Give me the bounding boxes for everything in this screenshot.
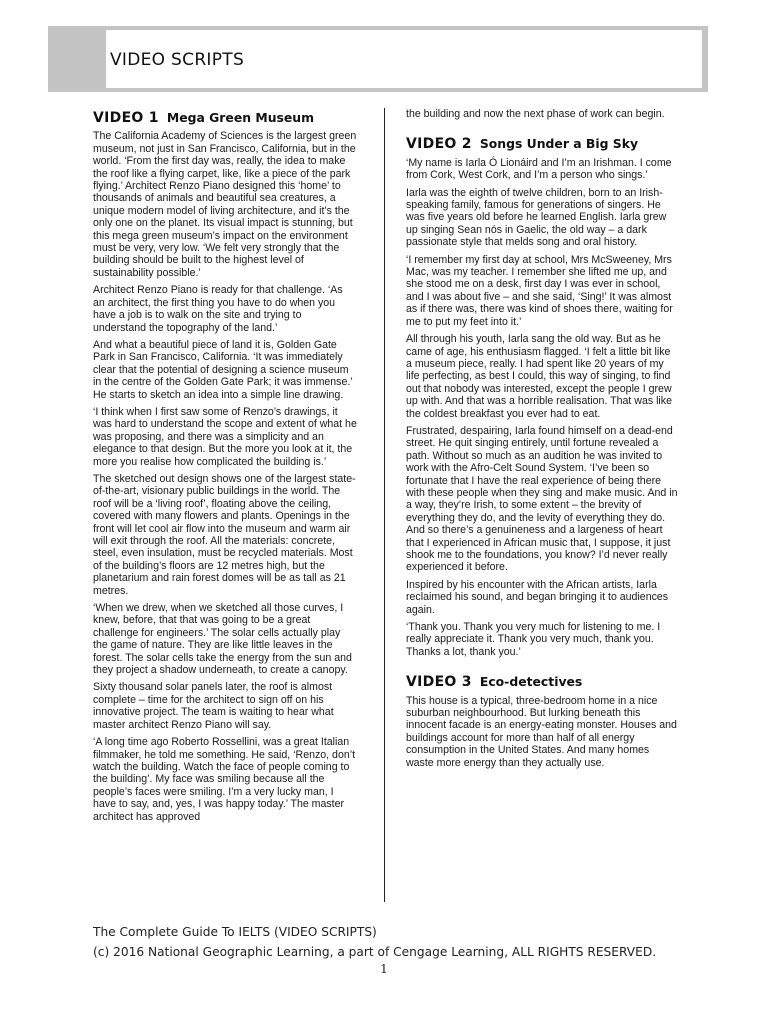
video1-paragraph: ‘When we drew, when we sketched all those curves, I knew, before, that that was going to be a great challenge for engineers.’ The solar cells actually play the game of nature. They are like little leaves in the forest. The solar cells take the energy from the sun and they project a shadow underneath, to create a canopy. (93, 602, 352, 677)
video2-paragraph: ‘I remember my first day at school, Mrs McSweeney, Mrs Mac, was my teacher. I remember she lifted me up, and she stood me on a desk, first day I was ever in school, and I was about five – and she said, ‘Sing!’ It was almost as if there was, there was kind of shoes there, waiting for me to put my feet into it.’ (406, 253, 673, 328)
video2-paragraph: ‘My name is Iarla Ó Lionáird and I’m an Irishman. I come from Cork, West Cork, and I’m a person who sings.’ (406, 156, 672, 182)
video1-paragraph: Sixty thousand solar panels later, the roof is almost complete – time for the architect to sign off on his innovative project. The team is waiting to hear what master architect Renzo Piano will say. (93, 681, 334, 731)
video2-label: VIDEO 2 (406, 136, 472, 153)
video1-paragraph: ‘A long time ago Roberto Rossellini, was a great Italian filmmaker, he told me something. He said, ‘Renzo, don’t watch the building. Watch the face of people coming to the building’. My face was smiling because all the people’s faces were smiling. I’m a very lucky man, I have to say, and, yes, I was happy today.’ The master architect has approved (93, 736, 356, 823)
footer-copyright: (c) 2016 National Geographic Learning, a part of Cengage Learning, ALL RIGHTS RESERVED. (93, 945, 657, 959)
video2-paragraph: All through his youth, Iarla sang the old way. But as he came of age, his enthusiasm flagged. ‘I felt a little bit like a museum piece, really. I had spent like 20 years of my life perfecting, as best I could, this way of singing, to find out that nobody was interested, except the people I grew up with. And that was a horrible realisation. That was like the coldest breakfast you ever had to eat. (406, 333, 672, 420)
video2-heading (406, 136, 678, 153)
video3-title: Eco-detectives (479, 674, 583, 690)
video1-paragraph: Architect Renzo Piano is ready for that challenge. ‘As an architect, the first thing you have to do when you have a job is to walk on the site and trying to understand the topography of the land.’ (93, 284, 343, 334)
video2-paragraph: ‘Thank you. Thank you very much for listening to me. I really appreciate it. Thank you very much, thank you. Thanks a lot, thank you.’ (406, 621, 661, 658)
video1-label: VIDEO 1 (93, 110, 159, 126)
video2-paragraph: Inspired by his encounter with the African artists, Iarla reclaimed his sound, and began bringing it to audiences again. (406, 578, 669, 616)
page-number: 1 (380, 962, 388, 976)
footer (93, 922, 656, 962)
video1-paragraph: And what a beautiful piece of land it is, Golden Gate Park in San Francisco, California. ‘It was immediately clear that the potential of designing a science museum in the centre of the Golden Gate Park; it was immense.’ He starts to sketch an idea into a simple line drawing. (93, 338, 353, 401)
video1-paragraph: ‘I think when I first saw some of Renzo’s drawings, it was hard to understand the scope and extent of what he was proposing, and there was a simplicity and an elegance to that design. But the more you look at it, the more you realise how complicated the building is.’ (93, 405, 357, 468)
video1-paragraph: The California Academy of Sciences is the largest green museum, not just in San Francisco, California, but in the world. ‘From the first day was, really, the idea to make the roof like a flying carpet, like, like a piece of the park flying.’ Architect Renzo Piano designed this ‘home’ to thousands of animals and beautiful sea creatures, a unique modern model of living architecture, and it’s the only one on the planet. Its visual impact is stunning, but this mega green museum’s impact on the environment must be very, very low. ‘We felt very strongly that the building should be built to the highest level of sustainability possible.’ (93, 130, 357, 279)
left-column (93, 108, 357, 828)
page-title: VIDEO SCRIPTS (110, 50, 245, 70)
footer-guide-title: The Complete Guide To IELTS (VIDEO SCRIPTS) (93, 925, 377, 939)
column-divider (384, 108, 385, 902)
video1-paragraph: The sketched out design shows one of the largest state-of-the-art, visionary public buildings in the world. The roof will be a ‘living roof’, floating above the ceiling, covered with many flowers and plants. Openings in the front will let cool air flow into the museum and warm air will exit through the roof. All the materials: concrete, steel, even insulation, must be recycled materials. Most of the building’s floors are 12 metres high, but the planetarium and rain forest domes will be as tall as 21 metres. (93, 472, 356, 597)
video2-paragraph: Iarla was the eighth of twelve children, born to an Irish-speaking family, famous for generations of singers. He was five years old before he learned English. Iarla grew up singing Sean nós in Gaelic, the old way – a dark passionate style that melds song and oral history. (406, 186, 667, 249)
video2-title: Songs Under a Big Sky (479, 136, 639, 152)
video1-title: Mega Green Museum (166, 110, 315, 125)
video1-continuation: the building and now the next phase of work can begin. (406, 108, 665, 120)
video3-paragraph: This house is a typical, three-bedroom home in a nice suburban neighbourhood. But lurking beneath this innocent facade is an energy-eating monster. Houses and buildings account for more than half of all energy consumption in the United States. And many homes waste more energy than they actually use. (406, 694, 677, 769)
video2-paragraph: Frustrated, despairing, Iarla found himself on a dead-end street. He quit singing entirely, until fortune revealed a path. Without so much as an audition he was invited to work with the Afro-Celt Sound System. ‘I’ve been so fortunate that I have the real experience of being there with these people when they sing and make music. And in a way, they’re Irish, to some extent – the brevity of everything they do, and the levity of everything they do. And so there’s a genuineness and a largeness of heart that I experienced in African music that, I suppose, it just shook me to the foundations, you know? I’d never really experienced it before. (406, 424, 678, 574)
right-column (406, 108, 678, 774)
video1-heading (93, 112, 357, 124)
video3-label: VIDEO 3 (406, 674, 472, 691)
video3-heading (406, 674, 678, 691)
